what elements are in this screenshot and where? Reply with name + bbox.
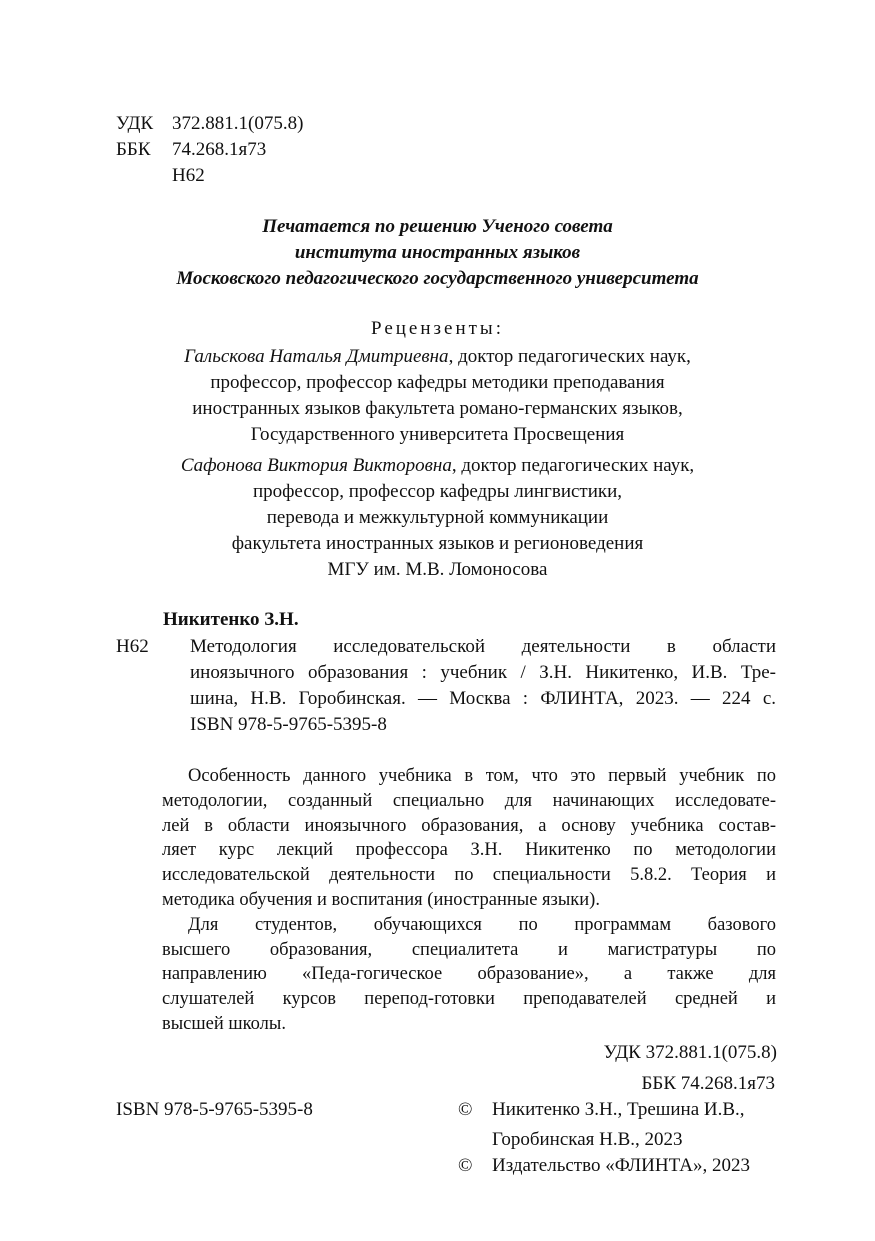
annotation-line: методологии, созданный специально для начинающих исследовате- [162, 790, 776, 811]
bib-isbn: ISBN 978-5-9765-5395-8 [190, 714, 387, 735]
copyright-publisher: Издательство «ФЛИНТА», 2023 [492, 1155, 750, 1176]
reviewer-2-line: профессор, профессор кафедры лингвистики, [252, 481, 623, 502]
footer-udk: УДК 372.881.1(075.8) [603, 1042, 777, 1063]
annotation-line: высшего образования, специалитета и магистратуры по [162, 939, 776, 960]
reviewer-1-name: Гальскова Наталья Дмитриевна [184, 346, 449, 367]
council-line: института иностранных языков [294, 242, 581, 263]
reviewer-1-line: Государственного университета Просвещения [250, 424, 625, 445]
bib-code: Н62 [116, 636, 149, 657]
bib-line: иноязычного образования : учебник / З.Н. Никитенко, И.В. Тре- [190, 662, 776, 683]
bib-description [190, 634, 776, 712]
reviewer-1-first-line [0, 344, 875, 370]
reviewer-2-degree: , доктор педагогических наук, [451, 455, 695, 476]
annotation-line: методика обучения и воспитания (иностранные языки). [162, 889, 600, 910]
reviewer-2 [0, 453, 875, 583]
annotation-line: Особенность данного учебника в том, что это первый учебник по [188, 766, 776, 786]
footer-bbk: ББК 74.268.1я73 [641, 1073, 775, 1094]
annotation [162, 764, 776, 1037]
reviewer-1 [0, 344, 875, 448]
author-mark: Н62 [172, 165, 205, 186]
council-approval [0, 214, 875, 292]
annotation-line: ляет курс лекций профессора З.Н. Никитенко по методологии [162, 840, 776, 861]
bbk-value: 74.268.1я73 [172, 139, 267, 160]
udk-value: 372.881.1(075.8) [172, 113, 304, 134]
bbk-row [116, 137, 303, 163]
reviewer-1-line: профессор, профессор кафедры методики преподавания [210, 372, 665, 393]
reviewer-2-name: Сафонова Виктория Викторовна [180, 455, 452, 476]
council-line: Печатается по решению Ученого совета [262, 216, 613, 237]
udk-label: УДК [116, 113, 154, 134]
annotation-line: Для студентов, обучающихся по программам базового [188, 914, 776, 935]
copyright-authors-line1: Никитенко З.Н., Трешина И.В., [492, 1099, 745, 1120]
council-line: Московского педагогического государственного университета [176, 268, 699, 289]
copyright-authors-line2: Горобинская Н.В., 2023 [492, 1129, 683, 1150]
reviewer-2-first-line [0, 453, 875, 479]
udk-row [116, 111, 303, 137]
reviewer-1-degree: , доктор педагогических наук, [448, 346, 691, 367]
bib-line: шина, Н.В. Горобинская. — Москва : ФЛИНТА, 2023. — 224 с. [190, 688, 776, 709]
bbk-label: ББК [116, 139, 151, 160]
annotation-line: исследовательской деятельности по специальности 5.8.2. Теория и [162, 865, 776, 886]
reviewer-2-line: перевода и межкультурной коммуникации [266, 507, 609, 528]
reviewer-2-line: МГУ им. М.В. Ломоносова [327, 559, 548, 580]
reviewer-2-line: факультета иностранных языков и регионоведения [231, 533, 644, 554]
bib-line: Методология исследовательской деятельности в области [190, 636, 776, 657]
copyright-icon: © [458, 1099, 473, 1120]
footer-isbn: ISBN 978-5-9765-5395-8 [116, 1099, 313, 1120]
annotation-line: лей в области иноязычного образования, а основу учебника состав- [162, 815, 776, 836]
annotation-line: направлению «Педа-гогическое образование», а также для [162, 964, 776, 985]
annotation-line: слушателей курсов перепод-готовки преподавателей средней и [162, 989, 776, 1010]
reviewer-1-line: иностранных языков факультета романо-германских языков, [192, 398, 683, 419]
classification-codes [116, 111, 303, 189]
copyright-icon: © [458, 1155, 473, 1176]
annotation-line: высшей школы. [162, 1013, 286, 1034]
bib-author: Никитенко З.Н. [163, 609, 299, 630]
reviewers-heading: Рецензенты: [371, 318, 504, 339]
